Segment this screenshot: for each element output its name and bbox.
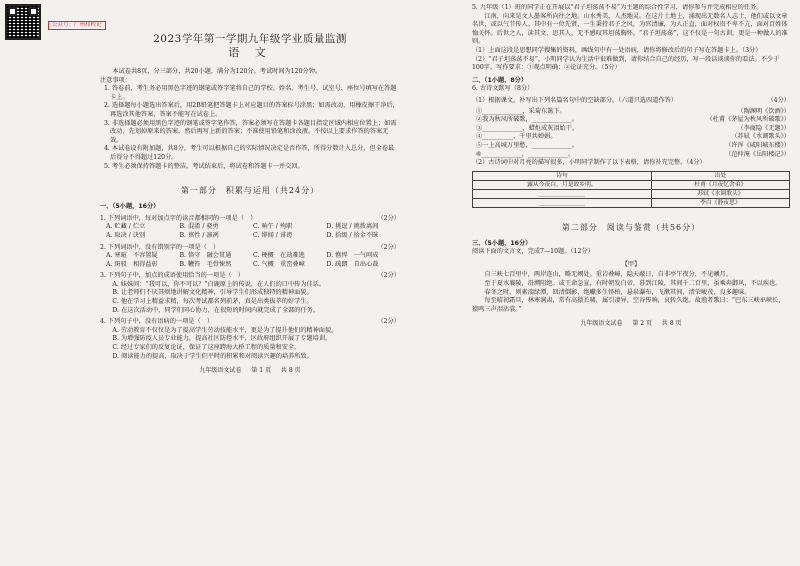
recitation-item: ④__________，千里共婵娟。 （苏轼《水调歌头》） [476, 133, 790, 141]
option: B. 鞭笞 毛骨悚然 [179, 260, 232, 268]
exam-subject: 语 文 [228, 46, 272, 59]
recitation-item: ⑤一上高城万里愁，_____________。 （许浑《咸阳城东楼》） [476, 141, 790, 149]
table-row: ________________ 苏轼《水调歌头》 [473, 189, 790, 198]
moon-poem-table [472, 171, 790, 208]
question-5-passage: 江南，向来是文人墨客所向往之地。山水秀美，人杰地灵。在这片土地上，涌现出无数名人志士，他们或以文章名世，或以气节传人。其中有一位先贤，一生秉持君子之风，为官清廉，为人正直，面对权贵不卑不亢，面对百姓体恤关怀。后世之人，读其文、思其人，无不感叹其坦荡胸怀。“君子坦荡荡”，这不仅是一句古训，更是一种做人的准则。 [472, 12, 788, 46]
option: C. 梗概 在劫难逃 [253, 252, 305, 260]
option: D. 阅读能力的提高，取决于学生们平时的积累和对阅读兴趣的培养所致。 [112, 352, 313, 360]
note-item: 1. 答卷前，考生务必用黑色字迹的钢笔或签字笔将自己的学校、姓名、考生号、试室号、座位号填写在答题卡上。 [104, 85, 397, 101]
option: A. 取决 / 诀别 [106, 231, 146, 239]
part-two-title: 第二部分 阅读与鉴赏（共56分） [561, 222, 701, 232]
recitation-item: ②我为秋风所破歌，_____________。 （杜甫《茅屋为秋风所破歌》） [476, 116, 790, 124]
question-stem: 4. 下列句子中，没有语病的一项是（ ） [100, 318, 214, 326]
option: A. 斑驳 相得益彰 [106, 260, 158, 268]
text-line: 至于夏水襄陵，沿溯阻绝。或王命急宣，有时朝发白帝，暮到江陵，其间千二百里，虽乘奔御风，不以疾也。 [484, 280, 782, 288]
table-header: 诗句 [473, 171, 652, 180]
question-6-heading: 6. 古诗文默写（8分） [472, 85, 534, 93]
footer-label: 九年级语文试卷 [199, 367, 242, 375]
exam-title: 2023学年第一学期九年级学业质量监测 [153, 33, 347, 45]
note-item: 4. 本试卷设有附加题，共8分，考生可以根据自己的实际情况决定是否作答，所得分数计入总分，但全卷最后得分不得超过120分。 [104, 145, 395, 161]
text-title: 【甲】 [621, 260, 641, 268]
option: D. 憔悴 一气呵成 [326, 252, 379, 260]
table-header: 出处 [651, 171, 789, 180]
source-stamp: 公众号：广州择校论 [48, 21, 106, 30]
option: D. 拾级 / 拾金不昧 [326, 231, 379, 239]
section-two-heading: 二、（1小题，8分） [472, 76, 528, 84]
option: B. 混淆 / 骁勇 [179, 223, 219, 231]
notes-heading: 注意事项： [100, 76, 131, 84]
option: B. 为增强防疫人员专业能力，提高社区防控水平，区政府组织开展了专题培训。 [112, 335, 332, 343]
question-2 [100, 244, 400, 270]
page-1 [100, 4, 400, 560]
qr-code-icon [5, 4, 41, 40]
recitation-item: ③_____________，蜡炬成灰泪始干。 （李商隐《无题》） [476, 124, 790, 132]
question-points: （2分） [377, 214, 400, 222]
question-6-sub1: （1）根据课文，补写出下列名篇名句中的空缺部分。（六道只选四道作答） [472, 96, 678, 104]
question-points: （4分） [767, 96, 790, 104]
option: C. 晌午 / 殉职 [253, 223, 293, 231]
page-footer [100, 367, 400, 376]
table-row: 露从今夜白，月是故乡明。 杜甫《月夜忆舍弟》 [473, 180, 790, 189]
part-one-title: 第一部分 积累与运用（共24分） [180, 186, 320, 196]
option: C. 绯闻 / 诽谤 [253, 231, 293, 239]
recitation-item: ①_____________，采菊东篱下。 （陶渊明《饮酒》） [476, 107, 790, 115]
question-5-sub1: （1）上面这段是思想同学搜集的资料，画线句中有一处语病，请你将修改后的句子写在答题卡上。（3分） [472, 46, 762, 54]
question-5-sub2: （2）“君子坦荡荡不易”，小明同学认为生活中很难做到，请你结合自己的经历，写一段话谈谈你的看法。不少于100字。写作要求：①观点明确；②论证充分。（5分） [472, 55, 780, 72]
option: D. 挑逗 / 挑拨离间 [326, 223, 379, 231]
footer-page: 第 1 页 [251, 367, 271, 375]
text-line: 自三峡七百里中，两岸连山，略无阙处。重岩叠嶂，隐天蔽日，自非亭午夜分，不见曦月。 [484, 271, 732, 279]
footer-total: 共 8 页 [280, 367, 301, 375]
option: D. 在这次活动中，同学们同心协力，在很短的时间内就完成了全部的任务。 [112, 306, 320, 314]
question-stem: 2. 下列词语中，没有错别字的一项是（ ） [100, 243, 220, 251]
table-row: ________________ 李白《静夜思》 [473, 198, 790, 207]
page-footer [472, 320, 790, 329]
notes-list [100, 85, 400, 171]
note-item: 5. 考生必须保持答题卡的整洁。考试结束后，将试卷和答题卡一并交回。 [104, 162, 304, 170]
recitation-list [472, 108, 790, 160]
option: B. 让老师们不厌其烦地讲解文化精神，引导学生们形成独特的精神面貌。 [112, 289, 313, 297]
question-3 [100, 272, 400, 315]
text-line: 春冬之时，则素湍绿潭，回清倒影，绝巘多生怪柏，悬泉瀑布，飞漱其间，清荣峻茂，良多趣味。 [484, 288, 751, 296]
question-4 [100, 318, 400, 361]
note-item: 2. 选择题每小题选出答案后，用2B铅笔把答题卡上对应题目的答案标号涂黑；如需改动，用橡皮擦干净后，再选涂其他答案，答案不能写在试卷上。 [104, 102, 399, 118]
option: C. 他在学习上精益求精，每次考试都名列前茅，真是出类拔萃的好学生。 [112, 298, 313, 306]
question-1 [100, 215, 400, 241]
option: A. 寒暄 不容置疑 [106, 252, 158, 260]
footer-total: 共 8 页 [661, 320, 682, 328]
page-2 [472, 4, 790, 560]
option: A. 妹妹问：“我可以，你不可以？”白鹿原上的传说，在人们的口中传为佳话。 [112, 280, 326, 288]
question-stem: 1. 下列词语中，每对加点字的读音都相同的一项是（ ） [100, 214, 257, 222]
option: D. 疏朗 自出心裁 [326, 260, 379, 268]
section-three-heading: 三、（5小题，16分） [472, 239, 532, 247]
question-points: （2分） [377, 318, 400, 326]
option: C. 气概 重峦叠嶂 [253, 260, 305, 268]
question-stem: 3. 下列句子中，加点的成语使用恰当的一项是（ ） [100, 272, 244, 280]
question-5-stem: 5. 九年级（1）班的同学正在开展以“君子坦荡荡不易”为主题的综合性学习，请你参与并完成相应的任务。 [472, 4, 763, 11]
exam-intro: 本试卷共8页，分三部分，共20小题，满分为120分。考试时间为120分钟。 [112, 68, 322, 75]
recitation-item: ⑥_____________，_____________。 （范仲淹《岳阳楼记》） [476, 150, 790, 158]
option: B. 恪守 融会贯通 [179, 252, 232, 260]
question-points: （2分） [377, 243, 400, 251]
option: A. 贮藏 / 伫立 [106, 223, 146, 231]
option: A. 劳动教育不仅仅是为了提高学生劳动技能水平，更是为了提升他们的精神面貌。 [112, 326, 338, 334]
section-heading: 一、（5小题，16分） [100, 203, 160, 211]
option: B. 禀性 / 凛冽 [179, 231, 219, 239]
footer-page: 第 2 页 [632, 320, 652, 328]
question-6-sub2: （2）古诗词中对月亮的描写很多，小明同学制作了以下表格，请你补充完整。（4分） [472, 159, 706, 167]
text-line: 每至晴初霜旦，林寒涧肃，常有高猿长啸，属引凄异，空谷传响，哀转久绝。故渔者歌曰：“巴东三峡巫峡长，猿鸣三声泪沾裳。” [472, 297, 785, 313]
option: C. 经过专家们的反复论证，保证了这座跨海大桥工程的质量和安全。 [112, 344, 301, 352]
footer-label: 九年级语文试卷 [580, 320, 623, 328]
question-points: （2分） [377, 272, 400, 280]
section-three-intro: 阅读下面的文言文，完成7—10题。（12分） [472, 248, 594, 256]
note-item: 3. 非选择题必须用黑色字迹的钢笔或签字笔作答，答案必须写在答题卡各题目指定区域内相应位置上；如需改动，先划掉原来的答案，然后再写上新的答案；不准使用铅笔和涂改液。不按以上要求作答的答案无效。 [104, 119, 397, 144]
